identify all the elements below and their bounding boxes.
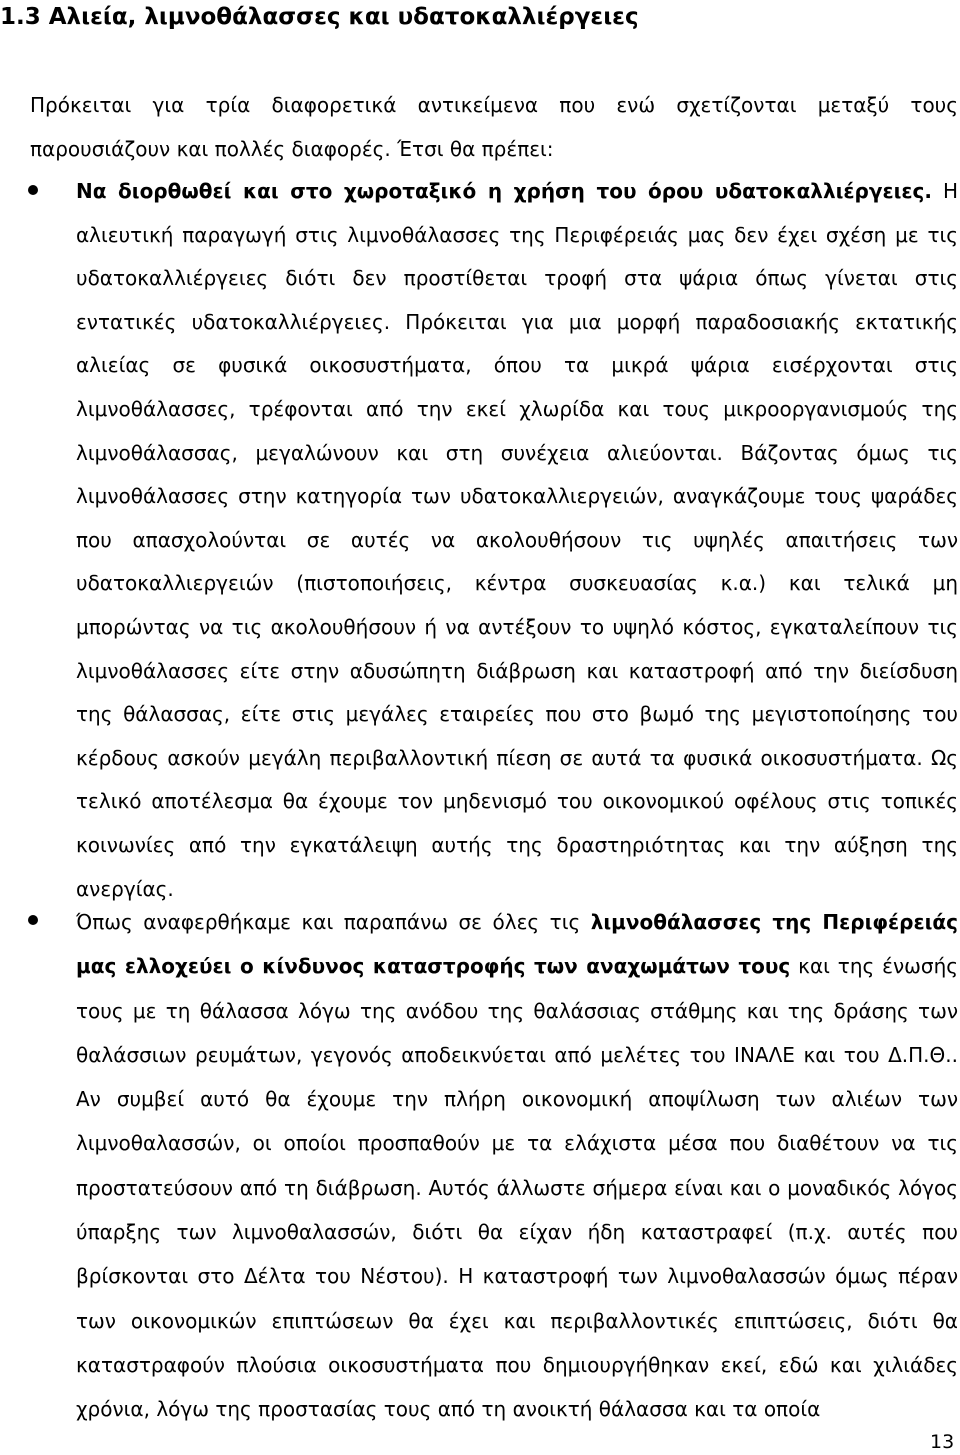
bullet-paragraph [76,900,958,1432]
page-number: 13 [930,1431,955,1453]
bullet-icon [28,915,38,925]
body-text: Όπως αναφερθήκαμε και παραπάνω σε όλες τις [76,910,591,934]
intro-paragraph: Πρόκειται για τρία διαφορετικά αντικείμενα που ενώ σχετίζονται μεταξύ τους παρουσιάζουν και πολλές διαφορές. Έτσι θα πρέπει: [30,93,958,161]
bullet-icon [28,185,38,195]
bold-lead-text: Να διορθωθεί και στο χωροταξικό η χρήση του όρου υδατοκαλλιέργειες. [76,179,932,203]
section-heading: 1.3 Αλιεία, λιμνοθάλασσες και υδατοκαλλιέργειες [0,4,639,30]
bold-emphasis-text: λιμνοθάλασσες της Περιφέρειάς μας ελλοχεύει ο κίνδυνος καταστροφής των αναχωμάτων τους [76,910,958,979]
bullet-paragraph [76,170,958,911]
body-text: και της ένωσής τους με τη θάλασσα λόγω της ανόδου της θαλάσσιας στάθμης και της δράσης των θαλάσσιων ρευμάτων, γεγονός αποδεικνύεται από μελέτες του ΙΝΑΛΕ και του Δ.Π.Θ.. Αν συμβεί αυτό θα έχουμε την πλήρη οικονομική αποψίλωση των αλιέων των λιμνοθαλασσών, οι οποίοι προσπαθούν με τα ελάχιστα μέσα που διαθέτουν να τις προστατεύσουν από τη διάβρωση. Αυτός άλλωστε σήμερα είναι και ο μοναδικός λόγος ύπαρξης των λιμνοθαλασσών, διότι θα είχαν ήδη καταστραφεί (π.χ. αυτές που βρίσκονται στο Δέλτα του Νέστου). Η καταστροφή των λιμνοθαλασσών όμως πέραν των οικονομικών επιπτώσεων θα έχει και περιβαλλοντικές επιπτώσεις, διότι θα καταστραφούν πλούσια οικοσυστήματα που δημιουργήθηκαν εκεί, εδώ και χιλιάδες χρόνια, λόγω της προστασίας τους από τη ανοικτή θάλασσα και τα οποία [76,954,958,1422]
body-text: Η αλιευτική παραγωγή στις λιμνοθάλασσες της Περιφέρειάς μας δεν έχει σχέση με τις υδατοκαλλιέργειες διότι δεν προστίθεται τροφή στα ψάρια όπως γίνεται στις εντατικές υδατοκαλλιέργειες. Πρόκειται για μια μορφή παραδοσιακής εκτατικής αλιείας σε φυσικά οικοσυστήματα, όπου τα μικρά ψάρια εισέρχονται στις λιμνοθάλασσες, τρέφονται από την εκεί χλωρίδα και τους μικροοργανισμούς της λιμνοθάλασσας, μεγαλώνουν και στη συνέχεια αλιεύονται. Βάζοντας όμως τις λιμνοθάλασσες στην κατηγορία των υδατοκαλλιεργειών, αναγκάζουμε τους ψαράδες που απασχολούνται σε αυτές να ακολουθήσουν τις υψηλές απαιτήσεις των υδατοκαλλιεργειών (πιστοποιήσεις, κέντρα συσκευασίας κ.α.) και τελικά μη μπορώντας να τις ακολουθήσουν ή να αντέξουν το υψηλό κόστος, εγκαταλείπουν τις λιμνοθάλασσες είτε στην αδυσώπητη διάβρωση και καταστροφή από την διείσδυση της θάλασσας, είτε στις μεγάλες εταιρείες που στο βωμό της μεγιστοποίησης του κέρδους ασκούν μεγάλη περιβαλλοντική πίεση σε αυτά τα φυσικά οικοσυστήματα. Ως τελικό αποτέλεσμα θα έχουμε τον μηδενισμό του οικονομικού οφέλους στις τοπικές κοινωνίες από την εγκατάλειψη αυτής της δραστηριότητας και την αύξηση της ανεργίας. [76,179,958,901]
